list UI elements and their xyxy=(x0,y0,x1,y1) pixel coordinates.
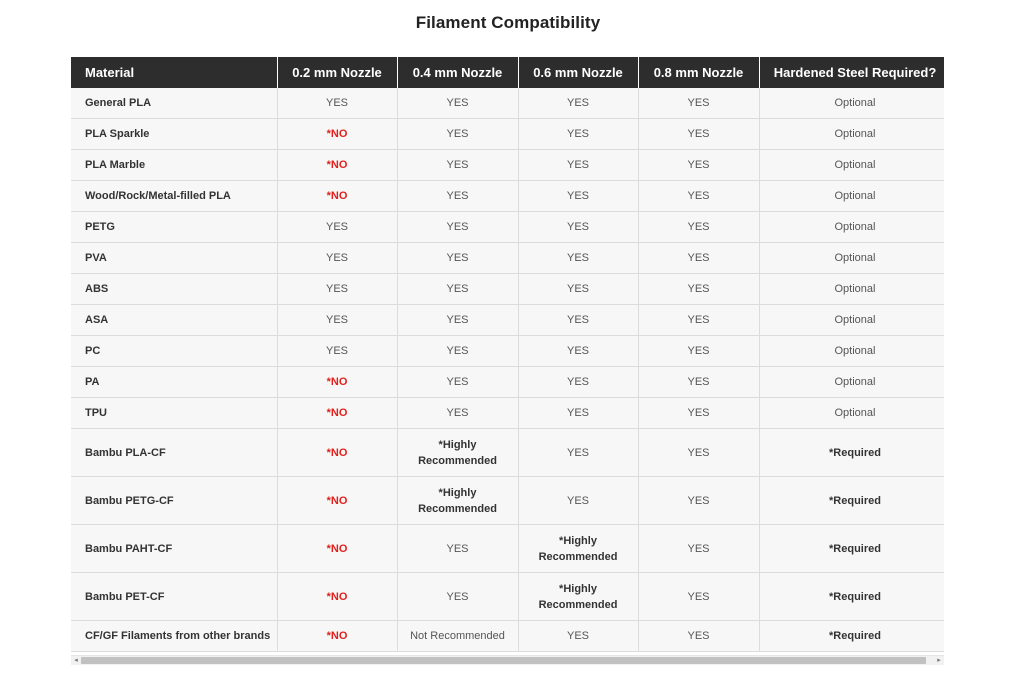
material-cell: ASA xyxy=(71,305,277,336)
nozzle-0-8-cell: YES xyxy=(638,243,759,274)
material-cell: CF/GF Filaments from other brands xyxy=(71,621,277,652)
nozzle-0-4-cell: YES xyxy=(397,212,518,243)
material-cell: General PLA xyxy=(71,88,277,119)
nozzle-0-6-cell: YES xyxy=(518,621,638,652)
table-row xyxy=(71,367,944,398)
nozzle-0-6-cell xyxy=(518,525,638,573)
nozzle-0-6-cell: YES xyxy=(518,305,638,336)
hardened-steel-cell: Optional xyxy=(759,398,944,429)
page-title: Filament Compatibility xyxy=(415,13,601,32)
hardened-steel-cell: Optional xyxy=(759,274,944,305)
table-row xyxy=(71,181,944,212)
scroll-right-arrow-icon[interactable]: ▸ xyxy=(937,657,941,664)
hardened-steel-cell: Optional xyxy=(759,150,944,181)
table-container xyxy=(71,57,944,654)
table-row xyxy=(71,243,944,274)
hardened-steel-cell: Optional xyxy=(759,119,944,150)
nozzle-0-8-cell: YES xyxy=(638,212,759,243)
table-row xyxy=(71,477,944,525)
cell-line: *Highly xyxy=(438,486,477,499)
nozzle-0-4-cell: YES xyxy=(397,398,518,429)
hardened-steel-cell: *Required xyxy=(759,525,944,573)
nozzle-0-8-cell: YES xyxy=(638,429,759,477)
hardened-steel-cell: *Required xyxy=(759,573,944,621)
hardened-steel-cell: Optional xyxy=(759,367,944,398)
nozzle-0-2-cell: *NO xyxy=(277,119,397,150)
hardened-steel-cell: *Required xyxy=(759,429,944,477)
material-cell: Wood/Rock/Metal-filled PLA xyxy=(71,181,277,212)
hardened-steel-cell: *Required xyxy=(759,621,944,652)
material-cell: PLA Marble xyxy=(71,150,277,181)
nozzle-0-4-cell: YES xyxy=(397,274,518,305)
nozzle-0-6-cell: YES xyxy=(518,429,638,477)
nozzle-0-6-cell: YES xyxy=(518,243,638,274)
table-body xyxy=(71,88,944,652)
nozzle-0-4-cell: YES xyxy=(397,243,518,274)
nozzle-0-6-cell: YES xyxy=(518,212,638,243)
cell-line: *Highly xyxy=(438,438,477,451)
nozzle-0-8-cell: YES xyxy=(638,181,759,212)
nozzle-0-2-cell: YES xyxy=(277,212,397,243)
column-header-material: Material xyxy=(71,57,277,88)
material-cell: PETG xyxy=(71,212,277,243)
nozzle-0-6-cell: YES xyxy=(518,398,638,429)
nozzle-0-2-cell: *NO xyxy=(277,367,397,398)
nozzle-0-6-cell: YES xyxy=(518,150,638,181)
material-cell: ABS xyxy=(71,274,277,305)
table-row xyxy=(71,336,944,367)
table-row xyxy=(71,525,944,573)
cell-line: Recommended xyxy=(418,454,497,467)
nozzle-0-6-cell xyxy=(518,573,638,621)
nozzle-0-2-cell: *NO xyxy=(277,477,397,525)
hardened-steel-cell: Optional xyxy=(759,243,944,274)
nozzle-0-2-cell: YES xyxy=(277,305,397,336)
nozzle-0-8-cell: YES xyxy=(638,274,759,305)
nozzle-0-2-cell: *NO xyxy=(277,525,397,573)
nozzle-0-4-cell xyxy=(397,429,518,477)
compatibility-table xyxy=(71,57,944,652)
hardened-steel-cell: Optional xyxy=(759,212,944,243)
material-cell: Bambu PAHT-CF xyxy=(71,525,277,573)
column-header-0-4mm: 0.4 mm Nozzle xyxy=(397,57,518,88)
nozzle-0-6-cell: YES xyxy=(518,119,638,150)
nozzle-0-2-cell: YES xyxy=(277,88,397,119)
nozzle-0-2-cell: YES xyxy=(277,243,397,274)
nozzle-0-6-cell: YES xyxy=(518,181,638,212)
nozzle-0-4-cell: YES xyxy=(397,305,518,336)
hardened-steel-cell: *Required xyxy=(759,477,944,525)
table-row xyxy=(71,88,944,119)
nozzle-0-8-cell: YES xyxy=(638,150,759,181)
table-row xyxy=(71,429,944,477)
nozzle-0-4-cell: YES xyxy=(397,525,518,573)
nozzle-0-2-cell: *NO xyxy=(277,621,397,652)
material-cell: Bambu PET-CF xyxy=(71,573,277,621)
nozzle-0-8-cell: YES xyxy=(638,88,759,119)
column-header-0-2mm: 0.2 mm Nozzle xyxy=(277,57,397,88)
material-cell: PVA xyxy=(71,243,277,274)
nozzle-0-4-cell: YES xyxy=(397,150,518,181)
nozzle-0-4-cell: YES xyxy=(397,367,518,398)
nozzle-0-2-cell: *NO xyxy=(277,181,397,212)
cell-line: Recommended xyxy=(538,598,618,611)
nozzle-0-8-cell: YES xyxy=(638,621,759,652)
material-cell: PA xyxy=(71,367,277,398)
table-row xyxy=(71,398,944,429)
material-cell: PLA Sparkle xyxy=(71,119,277,150)
nozzle-0-2-cell: *NO xyxy=(277,150,397,181)
nozzle-0-8-cell: YES xyxy=(638,525,759,573)
nozzle-0-2-cell: *NO xyxy=(277,429,397,477)
scrollbar-thumb[interactable] xyxy=(81,657,926,664)
nozzle-0-8-cell: YES xyxy=(638,336,759,367)
nozzle-0-4-cell: YES xyxy=(397,88,518,119)
nozzle-0-8-cell: YES xyxy=(638,119,759,150)
hardened-steel-cell: Optional xyxy=(759,305,944,336)
material-cell: Bambu PLA-CF xyxy=(71,429,277,477)
nozzle-0-4-cell: YES xyxy=(397,119,518,150)
hardened-steel-cell: Optional xyxy=(759,88,944,119)
nozzle-0-2-cell: *NO xyxy=(277,398,397,429)
table-row xyxy=(71,150,944,181)
nozzle-0-4-cell: YES xyxy=(397,181,518,212)
horizontal-scrollbar[interactable] xyxy=(71,655,944,665)
hardened-steel-cell: Optional xyxy=(759,181,944,212)
scroll-left-arrow-icon[interactable]: ◂ xyxy=(74,657,78,664)
nozzle-0-4-cell: Not Recommended xyxy=(397,621,518,652)
table-row xyxy=(71,305,944,336)
table-row xyxy=(71,274,944,305)
table-header-row xyxy=(71,57,944,88)
nozzle-0-8-cell: YES xyxy=(638,305,759,336)
nozzle-0-6-cell: YES xyxy=(518,88,638,119)
nozzle-0-6-cell: YES xyxy=(518,477,638,525)
nozzle-0-2-cell: YES xyxy=(277,274,397,305)
nozzle-0-4-cell xyxy=(397,477,518,525)
hardened-steel-cell: Optional xyxy=(759,336,944,367)
nozzle-0-8-cell: YES xyxy=(638,573,759,621)
cell-line: *Highly xyxy=(559,582,597,595)
nozzle-0-6-cell: YES xyxy=(518,336,638,367)
column-header-0-6mm: 0.6 mm Nozzle xyxy=(518,57,638,88)
nozzle-0-6-cell: YES xyxy=(518,367,638,398)
nozzle-0-6-cell: YES xyxy=(518,274,638,305)
material-cell: Bambu PETG-CF xyxy=(71,477,277,525)
column-header-0-8mm: 0.8 mm Nozzle xyxy=(638,57,759,88)
nozzle-0-4-cell: YES xyxy=(397,573,518,621)
cell-line: *Highly xyxy=(559,534,597,547)
table-row xyxy=(71,119,944,150)
cell-line: Recommended xyxy=(538,550,618,563)
nozzle-0-8-cell: YES xyxy=(638,477,759,525)
nozzle-0-2-cell: YES xyxy=(277,336,397,367)
cell-line: Recommended xyxy=(418,502,497,515)
column-header-hardened-steel: Hardened Steel Required? xyxy=(759,57,944,88)
nozzle-0-4-cell: YES xyxy=(397,336,518,367)
nozzle-0-2-cell: *NO xyxy=(277,573,397,621)
material-cell: PC xyxy=(71,336,277,367)
nozzle-0-8-cell: YES xyxy=(638,398,759,429)
table-row xyxy=(71,621,944,652)
table-row xyxy=(71,573,944,621)
table-row xyxy=(71,212,944,243)
material-cell: TPU xyxy=(71,398,277,429)
nozzle-0-8-cell: YES xyxy=(638,367,759,398)
